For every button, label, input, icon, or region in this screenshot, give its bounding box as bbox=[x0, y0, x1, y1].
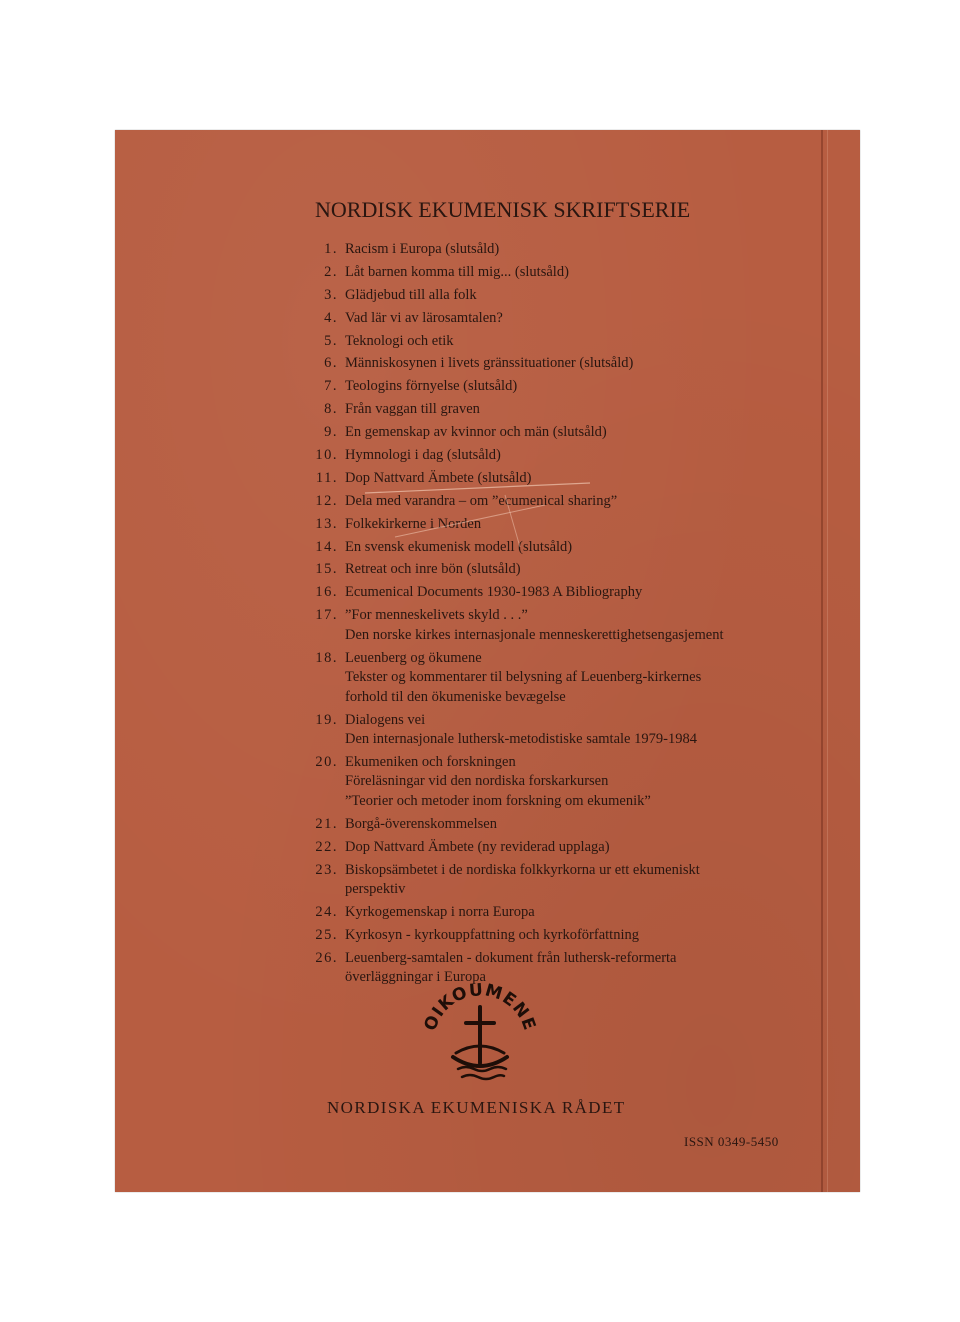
item-title bbox=[345, 240, 820, 260]
list-item bbox=[300, 583, 820, 603]
item-title-line: Den norske kirkes internasjonale menneskerettighetsengasjement bbox=[345, 626, 724, 643]
item-number: 8. bbox=[324, 401, 338, 418]
item-number: 11. bbox=[315, 469, 338, 486]
spine-highlight-line bbox=[827, 130, 828, 1192]
issn-number: ISSN 0349-5450 bbox=[684, 1134, 779, 1149]
book-back-cover bbox=[115, 130, 860, 1192]
item-title-line: forhold til den ökumeniske bevægelse bbox=[345, 688, 566, 705]
item-title-line: Människosynen i livets gränssituationer (slutsåld) bbox=[345, 355, 634, 372]
list-item bbox=[300, 538, 820, 558]
item-number: 13. bbox=[315, 515, 338, 532]
item-title-line: Dop Nattvard Ämbete (slutsåld) bbox=[345, 469, 532, 486]
item-number: 4. bbox=[324, 309, 338, 326]
item-title bbox=[345, 286, 820, 306]
list-item bbox=[300, 649, 820, 708]
list-item bbox=[300, 332, 820, 352]
spine-fold-line bbox=[821, 130, 823, 1192]
item-title bbox=[345, 354, 820, 374]
list-item bbox=[300, 446, 820, 466]
item-number: 26. bbox=[315, 949, 338, 966]
item-title bbox=[345, 423, 820, 443]
list-item bbox=[300, 949, 820, 988]
item-title-line: ”Teorier och metoder inom forskning om ekumenik” bbox=[345, 792, 651, 809]
item-number: 24. bbox=[315, 903, 338, 920]
list-item bbox=[300, 423, 820, 443]
item-title bbox=[345, 583, 820, 603]
item-title-line: En gemenskap av kvinnor och män (slutsåld) bbox=[345, 424, 607, 441]
list-item bbox=[300, 838, 820, 858]
item-title-line: Hymnologi i dag (slutsåld) bbox=[345, 447, 501, 464]
item-number: 25. bbox=[315, 926, 338, 943]
item-title-line: Föreläsningar vid den nordiska forskarkursen bbox=[345, 773, 609, 790]
item-title bbox=[345, 377, 820, 397]
boat-cross-icon bbox=[453, 1007, 507, 1079]
item-title bbox=[345, 606, 820, 645]
item-number: 23. bbox=[315, 861, 338, 878]
item-title-line: Låt barnen komma till mig... (slutsåld) bbox=[345, 263, 569, 280]
item-title bbox=[345, 469, 820, 489]
list-item bbox=[300, 815, 820, 835]
item-title-line: Vad lär vi av lärosamtalen? bbox=[345, 309, 503, 326]
item-title-line: Retreat och inre bön (slutsåld) bbox=[345, 561, 521, 578]
list-item bbox=[300, 400, 820, 420]
item-title bbox=[345, 446, 820, 466]
organization-name: NORDISKA EKUMENISKA RÅDET bbox=[327, 1098, 626, 1117]
item-title-line: Glädjebud till alla folk bbox=[345, 286, 477, 303]
list-item bbox=[300, 560, 820, 580]
item-title-line: Dialogens vei bbox=[345, 711, 426, 728]
item-title bbox=[345, 949, 820, 988]
list-item bbox=[300, 711, 820, 750]
item-title bbox=[345, 332, 820, 352]
list-item bbox=[300, 753, 820, 812]
item-title-line: perspektiv bbox=[345, 881, 406, 898]
item-title bbox=[345, 711, 820, 750]
item-number: 3. bbox=[324, 286, 338, 303]
item-number: 10. bbox=[315, 447, 338, 464]
item-title bbox=[345, 263, 820, 283]
item-number: 17. bbox=[315, 607, 338, 624]
item-title-line: Dop Nattvard Ämbete (ny reviderad upplaga) bbox=[345, 838, 610, 855]
item-number: 20. bbox=[315, 753, 338, 770]
list-item bbox=[300, 354, 820, 374]
item-title-line: Från vaggan till graven bbox=[345, 401, 480, 418]
list-item bbox=[300, 926, 820, 946]
list-item bbox=[300, 861, 820, 900]
item-number: 1. bbox=[324, 241, 338, 257]
logo-arc-text: OIKOUMENE bbox=[420, 980, 540, 1034]
item-title-line: Leuenberg og ökumene bbox=[345, 649, 482, 666]
item-title-line: Den internasjonale luthersk-metodistiske samtale 1979-1984 bbox=[345, 731, 697, 748]
item-title bbox=[345, 815, 820, 835]
item-title bbox=[345, 560, 820, 580]
item-number: 18. bbox=[315, 649, 338, 666]
item-title-line: Leuenberg-samtalen - dokument från luthersk-reformerta bbox=[345, 949, 677, 966]
item-title bbox=[345, 838, 820, 858]
item-title-line: Kyrkosyn - kyrkouppfattning och kyrkoförfattning bbox=[345, 926, 639, 943]
list-item bbox=[300, 515, 820, 535]
list-item bbox=[300, 263, 820, 283]
item-title bbox=[345, 926, 820, 946]
item-title bbox=[345, 309, 820, 329]
item-title bbox=[345, 753, 820, 812]
item-title bbox=[345, 861, 820, 900]
item-title-line: Teologins förnyelse (slutsåld) bbox=[345, 378, 518, 395]
item-number: 21. bbox=[315, 815, 338, 832]
item-title-line: Dela med varandra – om ”ecumenical sharing” bbox=[345, 492, 618, 509]
list-item bbox=[300, 492, 820, 512]
item-title-line: överläggningar i Europa bbox=[345, 969, 486, 986]
item-title bbox=[345, 515, 820, 535]
item-number: 2. bbox=[324, 263, 338, 280]
item-title-line: Ecumenical Documents 1930-1983 A Bibliography bbox=[345, 584, 643, 601]
item-title-line: Folkekirkerne i Norden bbox=[345, 515, 482, 532]
item-title-line: Teknologi och etik bbox=[345, 332, 454, 349]
item-title-line: Borgå-överenskommelsen bbox=[345, 815, 497, 832]
list-item bbox=[300, 377, 820, 397]
list-item bbox=[300, 469, 820, 489]
series-list bbox=[300, 240, 820, 991]
item-title bbox=[345, 649, 820, 708]
item-number: 22. bbox=[315, 838, 338, 855]
item-title-line: Biskopsämbetet i de nordiska folkkyrkorna ur ett ekumeniskt bbox=[345, 861, 700, 878]
item-title bbox=[345, 400, 820, 420]
item-title-line: Kyrkogemenskap i norra Europa bbox=[345, 903, 535, 920]
item-title-line: En svensk ekumenisk modell (slutsåld) bbox=[345, 538, 573, 555]
list-item bbox=[300, 903, 820, 923]
item-number: 12. bbox=[315, 492, 338, 509]
item-number: 16. bbox=[315, 584, 338, 601]
list-item bbox=[300, 606, 820, 645]
oikoumene-logo bbox=[420, 977, 540, 1097]
item-title-line: Tekster og kommentarer til belysning af Leuenberg-kirkernes bbox=[345, 669, 702, 686]
item-number: 9. bbox=[324, 424, 338, 441]
item-number: 7. bbox=[324, 378, 338, 395]
list-item bbox=[300, 309, 820, 329]
item-number: 6. bbox=[324, 355, 338, 372]
item-title bbox=[345, 903, 820, 923]
list-item bbox=[300, 286, 820, 306]
list-item bbox=[300, 240, 820, 260]
item-number: 14. bbox=[315, 538, 338, 555]
item-number: 5. bbox=[324, 332, 338, 349]
item-title-line: Ekumeniken och forskningen bbox=[345, 753, 516, 770]
item-title-line: Racism i Europa (slutsåld) bbox=[345, 241, 500, 257]
item-title-line: ”For menneskelivets skyld . . .” bbox=[345, 607, 528, 624]
item-title bbox=[345, 538, 820, 558]
item-number: 15. bbox=[315, 561, 338, 578]
item-title bbox=[345, 492, 820, 512]
series-title: NORDISK EKUMENISK SKRIFTSERIE bbox=[315, 197, 691, 222]
item-number: 19. bbox=[315, 711, 338, 728]
